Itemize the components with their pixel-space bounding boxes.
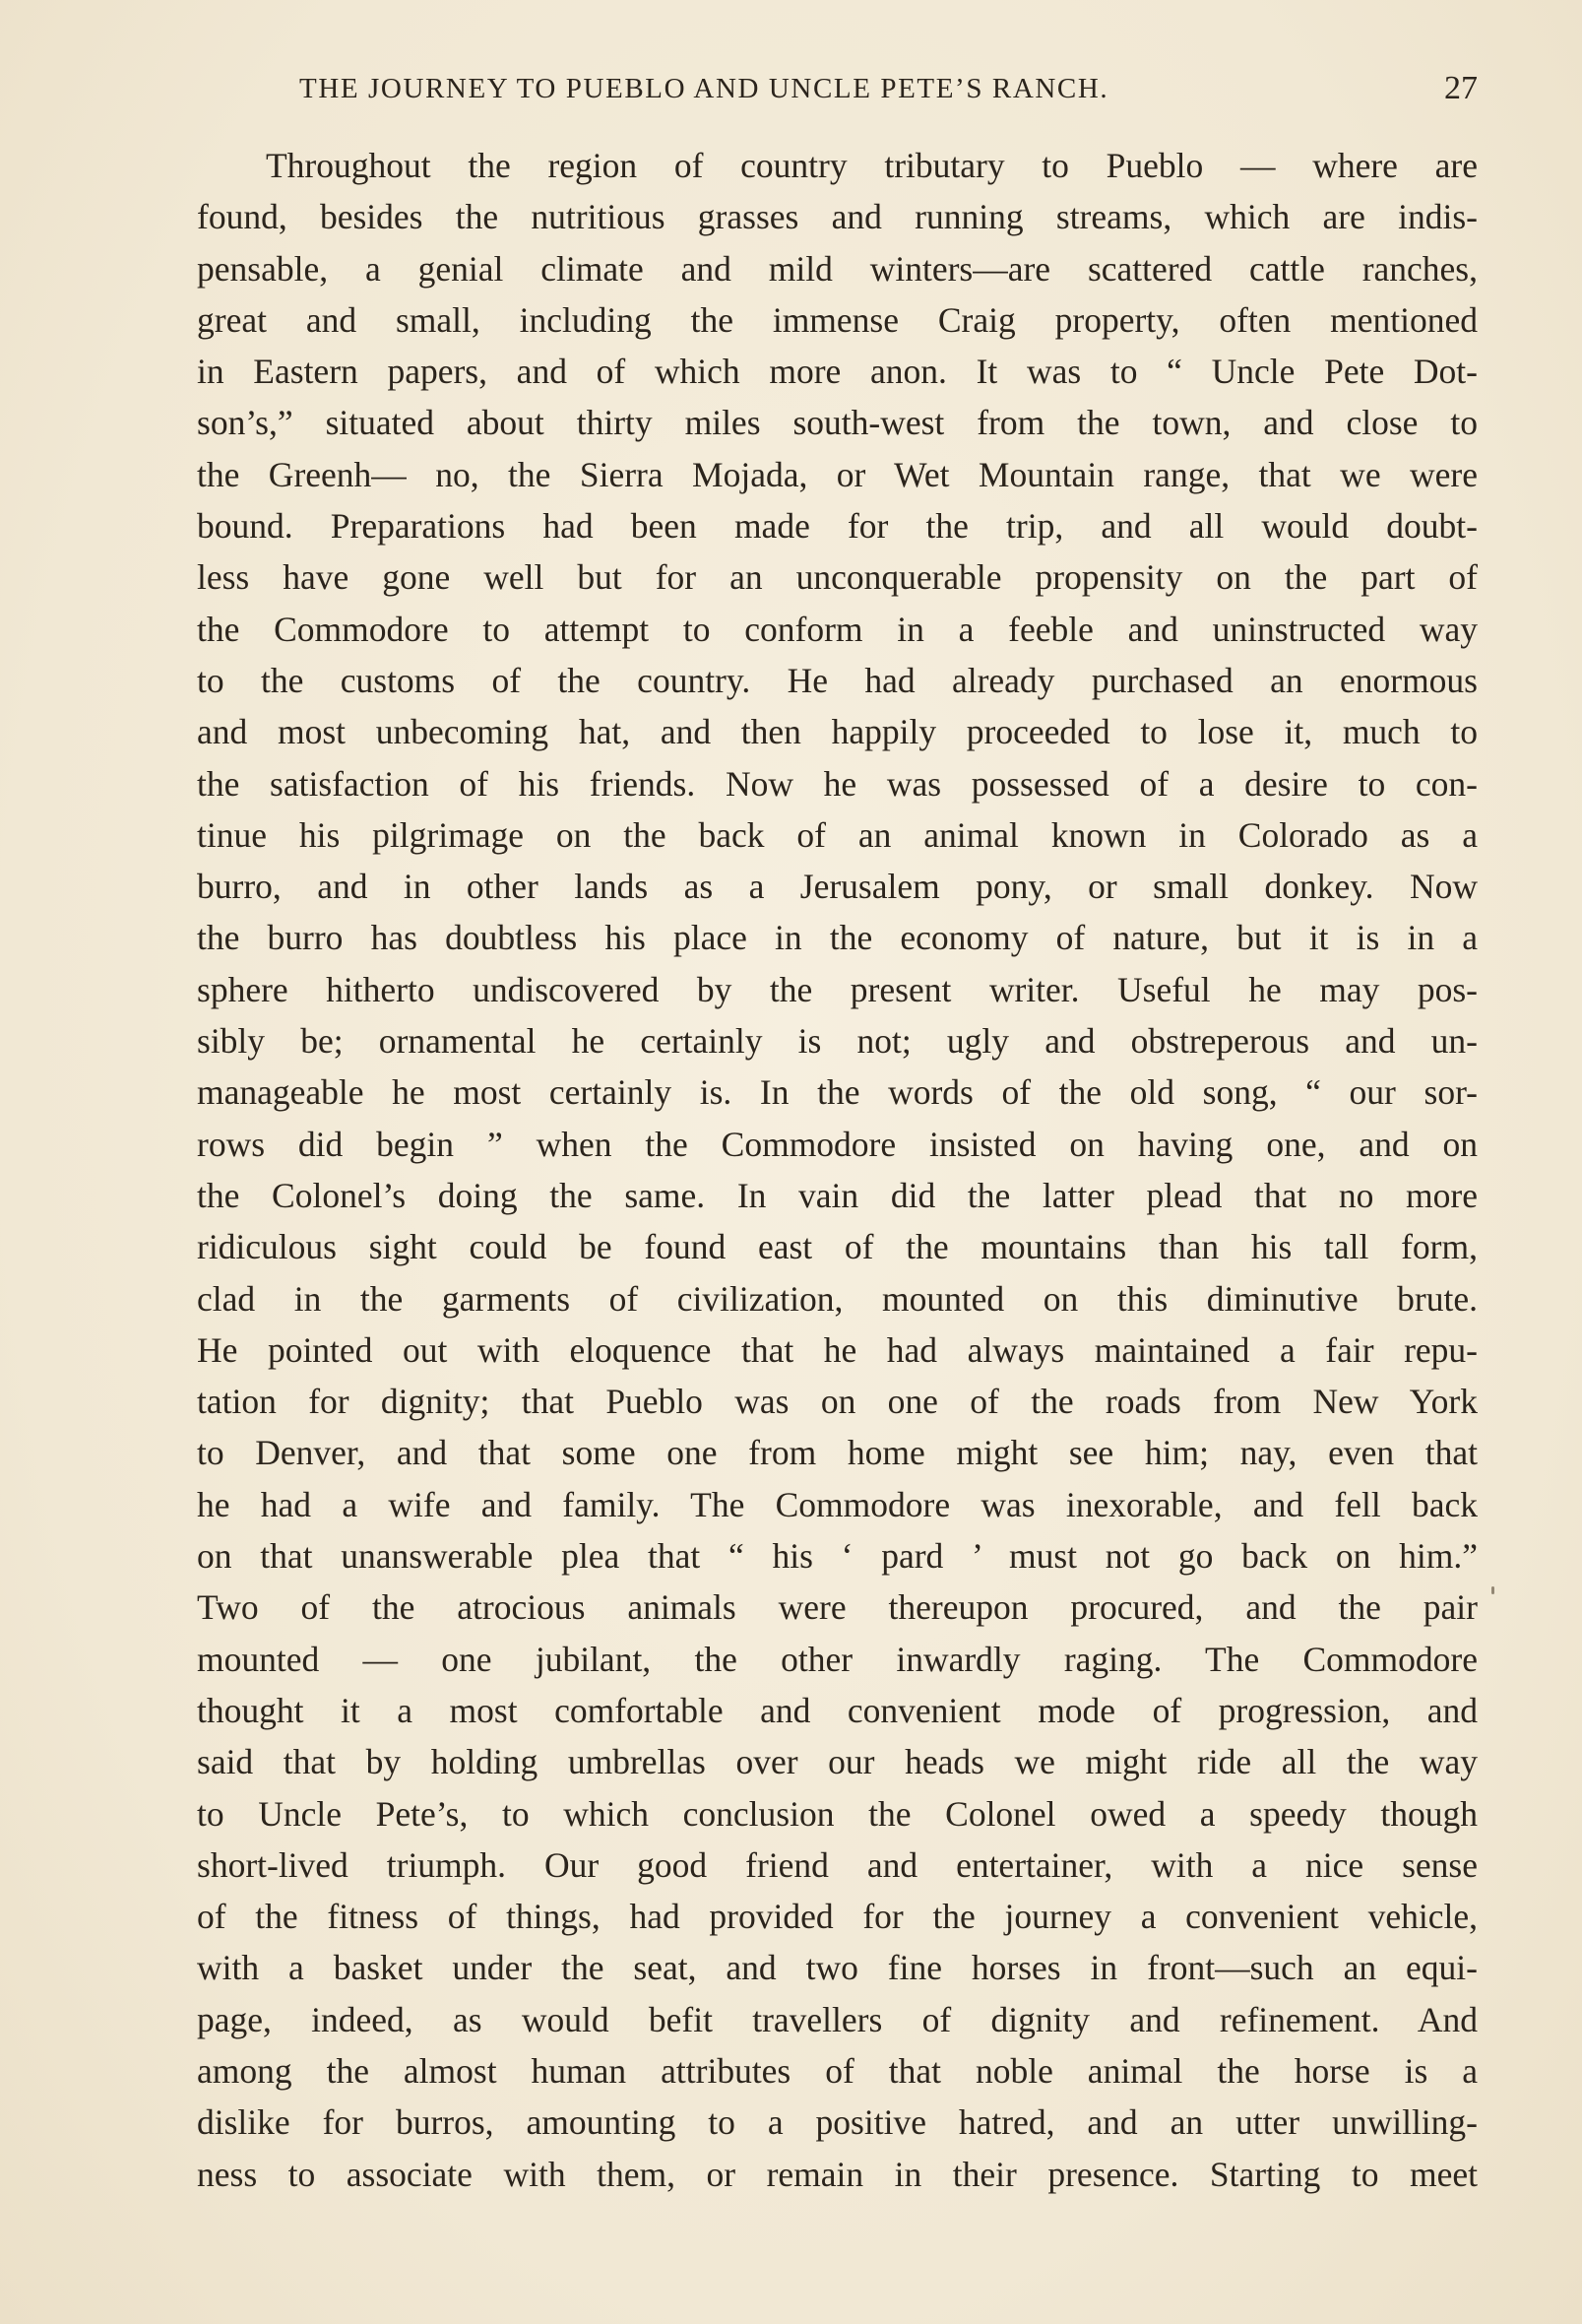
text-line: said that by holding umbrellas over our heads we might ride all the way [197, 1742, 1478, 1782]
text-line: great and small, including the immense Craig property, often mentioned [197, 299, 1478, 340]
text-line: thought it a most comfortable and convenient mode of progression, and [197, 1690, 1478, 1730]
text-line: less have gone well but for an unconquerable propensity on the part of [197, 557, 1478, 598]
text-line: to Uncle Pete’s, to which conclusion the Colonel owed a speedy though [197, 1793, 1478, 1834]
text-line: he had a wife and family. The Commodore was inexorable, and fell back [197, 1484, 1478, 1524]
text-line: He pointed out with eloquence that he had always maintained a fair repu- [197, 1329, 1478, 1370]
text-line: pensable, a genial climate and mild winters—are scattered cattle ranches, [197, 248, 1478, 289]
text-line: sphere hitherto undiscovered by the present writer. Useful he may pos- [197, 969, 1478, 1009]
text-line: the Commodore to attempt to conform in a feeble and uninstructed way [197, 609, 1478, 649]
text-line: dislike for burros, amounting to a positive hatred, and an utter unwilling- [197, 2102, 1478, 2143]
text-line: short-lived triumph. Our good friend and entertainer, with a nice sense [197, 1844, 1478, 1885]
text-line: Throughout the region of country tributary to Pueblo — where are [266, 146, 1478, 185]
running-head-title: THE JOURNEY TO PUEBLO AND UNCLE PETE’S RANCH. [299, 73, 1109, 104]
text-line: rows did begin ” when the Commodore insisted on having one, and on [197, 1124, 1478, 1164]
text-line: the burro has doubtless his place in the economy of nature, but it is in a [197, 918, 1478, 958]
text-line: Two of the atrocious animals were thereupon procured, and the pair [197, 1587, 1478, 1628]
text-line: found, besides the nutritious grasses and running streams, which are indis- [197, 197, 1478, 237]
text-line: sibly be; ornamental he certainly is not; ugly and obstreperous and un- [197, 1021, 1478, 1062]
running-head [197, 63, 1478, 114]
text-line: the Colonel’s doing the same. In vain did the latter plead that no more [197, 1175, 1478, 1215]
text-line: and most unbecoming hat, and then happily proceeded to lose it, much to [197, 712, 1478, 752]
text-line: bound. Preparations had been made for the trip, and all would doubt- [197, 506, 1478, 547]
text-line: son’s,” situated about thirty miles south-west from the town, and close to [197, 403, 1478, 443]
text-line: tation for dignity; that Pueblo was on one of the roads from New York [197, 1382, 1478, 1422]
text-line: tinue his pilgrimage on the back of an animal known in Colorado as a [197, 814, 1478, 855]
text-line: ness to associate with them, or remain in their presence. Starting to meet [197, 2154, 1478, 2194]
text-line: to the customs of the country. He had already purchased an enormous [197, 660, 1478, 700]
text-line: the satisfaction of his friends. Now he was possessed of a desire to con- [197, 763, 1478, 804]
text-line: of the fitness of things, had provided for the journey a convenient vehicle, [197, 1897, 1478, 1937]
text-line: manageable he most certainly is. In the words of the old song, “ our sor- [197, 1072, 1478, 1113]
page-number: 27 [1444, 70, 1478, 106]
text-line: burro, and in other lands as a Jerusalem pony, or small donkey. Now [197, 867, 1478, 907]
text-line: mounted — one jubilant, the other inwardly raging. The Commodore [197, 1639, 1478, 1679]
text-line: the Greenh— no, the Sierra Mojada, or Wet Mountain range, that we were [197, 454, 1478, 494]
body-paragraph [197, 140, 1478, 2200]
ink-speck [1491, 1586, 1494, 1594]
text-line: clad in the garments of civilization, mounted on this diminutive brute. [197, 1278, 1478, 1319]
text-line: to Denver, and that some one from home might see him; nay, even that [197, 1433, 1478, 1473]
text-line: among the almost human attributes of that noble animal the horse is a [197, 2050, 1478, 2091]
text-line: with a basket under the seat, and two fine horses in front—such an equi- [197, 1948, 1478, 1988]
text-line: in Eastern papers, and of which more anon. It was to “ Uncle Pete Dot- [197, 352, 1478, 392]
text-line: page, indeed, as would befit travellers of dignity and refinement. And [197, 1999, 1478, 2039]
text-line: ridiculous sight could be found east of the mountains than his tall form, [197, 1227, 1478, 1267]
text-line: on that unanswerable plea that “ his ‘ pard ’ must not go back on him.” [197, 1536, 1478, 1577]
